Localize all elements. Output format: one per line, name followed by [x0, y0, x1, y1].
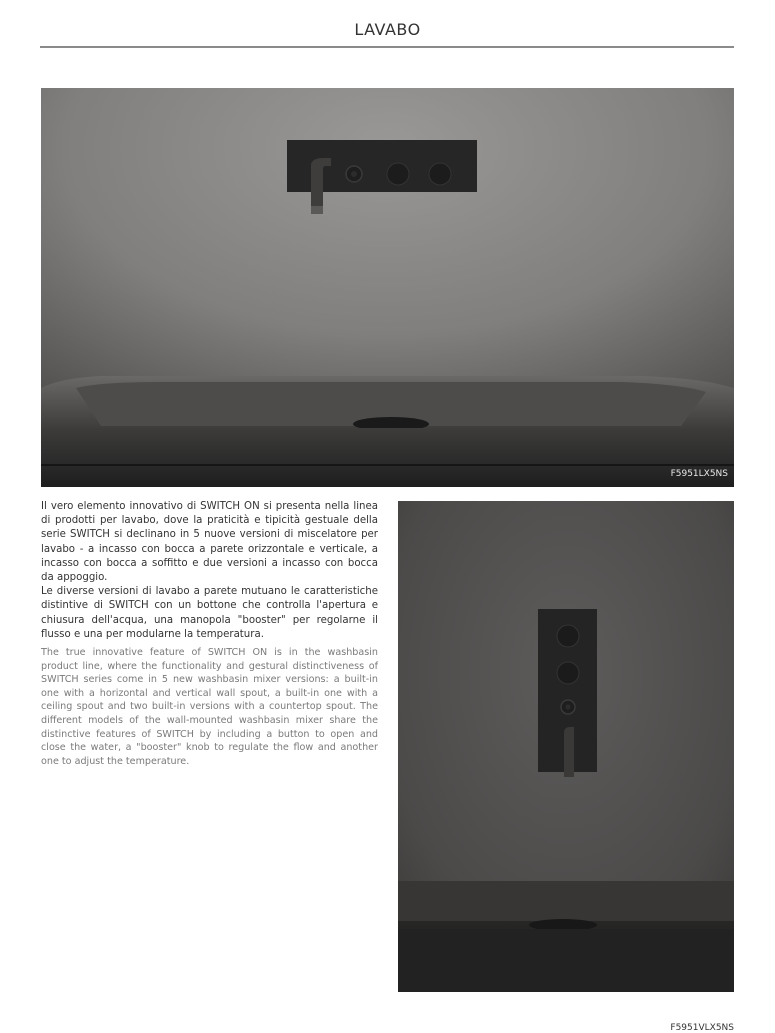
photo-illustration	[41, 88, 734, 487]
vertical-mixer-fixture	[538, 609, 597, 783]
product-photo-horizontal-mixer	[41, 88, 734, 487]
product-photo-vertical-mixer	[398, 501, 734, 992]
page-title: LAVABO	[354, 20, 421, 39]
description-english: The true innovative feature of SWITCH ON is in the washbasin product line, where the functionality and gestural distinctiveness of SWITCH series come in 5 new washbasin mixer versions: a built-in one with a horizontal and vertical wall spout, a built-in one with a ceiling spout and two built-in versions with a countertop spout. The different models of the wall-mounted washbasin mixer share the distinctive features of SWITCH by including a button to open and close the water, a "booster" knob to regulate the flow and another one to adjust the temperature.	[41, 647, 378, 767]
product-code-caption: F5951LX5NS	[670, 469, 728, 479]
product-code-caption: F5951VLX5NS	[670, 1023, 734, 1033]
photo-illustration	[398, 501, 734, 992]
description-italian	[41, 500, 378, 642]
title-divider	[40, 46, 734, 48]
description-italian-paragraph-1: Il vero elemento innovativo di SWITCH ON si presenta nella linea di prodotti per lavabo, dove la praticità e tipicità gestuale della serie SWITCH si declinano in 5 nuove versioni di miscelatore per lavabo - a incasso con bocca a parete orizzontale e verticale, a incasso con bocca a soffitto e due versioni a incasso con bocca da appoggio.	[41, 501, 378, 584]
description-italian-paragraph-2: Le diverse versioni di lavabo a parete mutuano le caratteristiche distintive di SWITCH con un bottone che controlla l'apertura e chiusura dell'acqua, una manopola "booster" per regolarne il flusso e una per modularne la temperatura.	[41, 586, 378, 640]
